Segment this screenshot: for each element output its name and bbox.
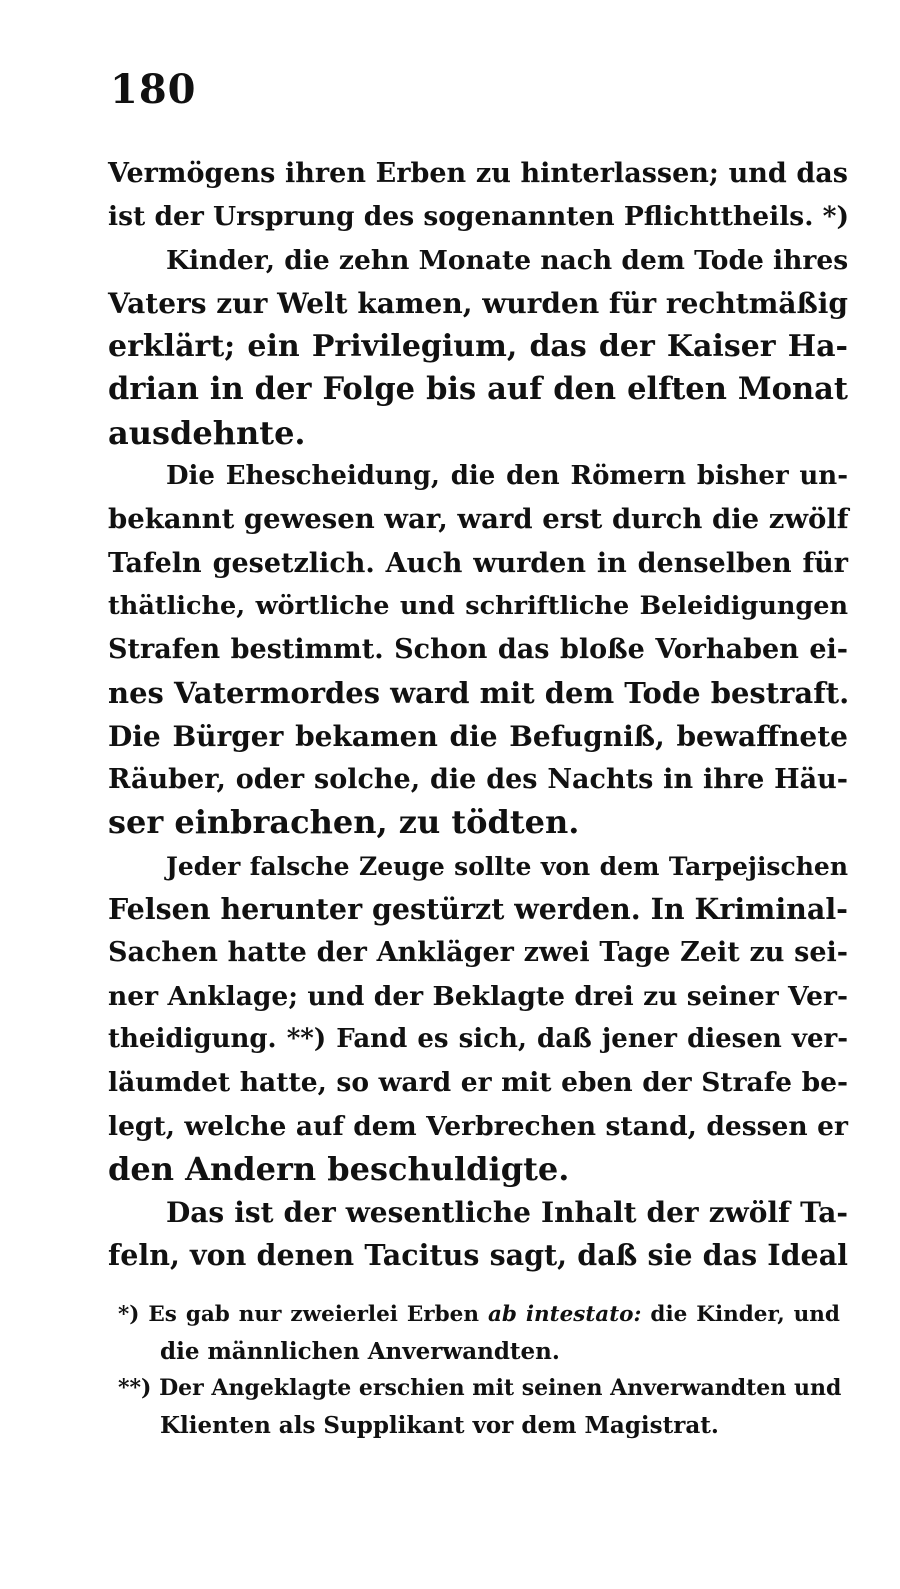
text-line: legt, welche auf dem Verbrechen stand, dessen er — [108, 1110, 848, 1142]
text-line: theidigung. **) Fand es sich, daß jener diesen ver- — [108, 1023, 848, 1054]
text-line: ist der Ursprung des sogenannten Pflichttheils. *) — [108, 201, 850, 233]
page-number: 180 — [110, 66, 197, 113]
text-line: Das ist der wesentliche Inhalt der zwölf Ta- — [166, 1196, 848, 1230]
body-text — [108, 152, 848, 1278]
footnote-2-continuation: Klienten als Supplikant vor dem Magistrat. — [160, 1412, 719, 1439]
text-line: bekannt gewesen war, ward erst durch die zwölf — [108, 503, 849, 536]
footnote-text: Es gab nur zweierlei Erben — [148, 1302, 479, 1327]
footnote-1 — [118, 1296, 840, 1333]
text-line: ner Anklage; und der Beklagte drei zu seiner Ver- — [108, 980, 848, 1012]
text-line: Räuber, oder solche, die des Nachts in ihre Häu- — [108, 764, 848, 796]
text-line: Vermögens ihren Erben zu hinterlassen; und das — [108, 158, 848, 189]
text-line: Vaters zur Welt kamen, wurden für rechtmäßig — [108, 286, 848, 320]
text-line: Sachen hatte der Ankläger zwei Tage Zeit zu sei- — [108, 937, 848, 969]
text-line: nes Vatermordes ward mit dem Tode bestraft. — [108, 675, 850, 710]
text-line: thätliche, wörtliche und schriftliche Beleidigungen — [108, 590, 848, 621]
footnote-1-continuation: die männlichen Anverwandten. — [160, 1338, 560, 1365]
footnote-2 — [118, 1370, 840, 1407]
text-line: erklärt; ein Privilegium, das der Kaiser Ha- — [108, 329, 848, 365]
text-line: ausdehnte. — [108, 413, 306, 452]
text-line: ser einbrachen, zu tödten. — [108, 803, 580, 842]
footnote-latin-term: ab intestato: — [487, 1302, 642, 1327]
text-line: Tafeln gesetzlich. Auch wurden in denselben für — [108, 547, 848, 579]
footnotes — [118, 1296, 840, 1444]
text-line: den Andern beschuldigte. — [108, 1149, 570, 1188]
text-line: Die Bürger bekamen die Befugniß, bewaffnete — [108, 719, 848, 753]
text-line: läumdet hatte, so ward er mit eben der Strafe be- — [108, 1067, 848, 1099]
text-line: feln, von denen Tacitus sagt, daß sie das Ideal — [108, 1238, 848, 1273]
text-line: drian in der Folge bis auf den elften Monat — [108, 371, 848, 408]
footnote-marker: **) — [118, 1375, 152, 1401]
footnote-text: Der Angeklagte erschien mit seinen Anverwandten und — [159, 1375, 842, 1401]
text-line: Jeder falsche Zeuge sollte von dem Tarpejischen — [166, 851, 848, 881]
text-line: Die Ehescheidung, die den Römern bisher un- — [166, 461, 848, 492]
text-line: Kinder, die zehn Monate nach dem Tode ihres — [166, 244, 849, 276]
text-line: Strafen bestimmt. Schon das bloße Vorhaben ei- — [108, 634, 848, 666]
footnote-marker: *) — [118, 1302, 140, 1327]
text-line: Felsen herunter gestürzt werden. In Kriminal- — [108, 892, 848, 927]
footnote-text: die Kinder, und — [650, 1302, 840, 1327]
